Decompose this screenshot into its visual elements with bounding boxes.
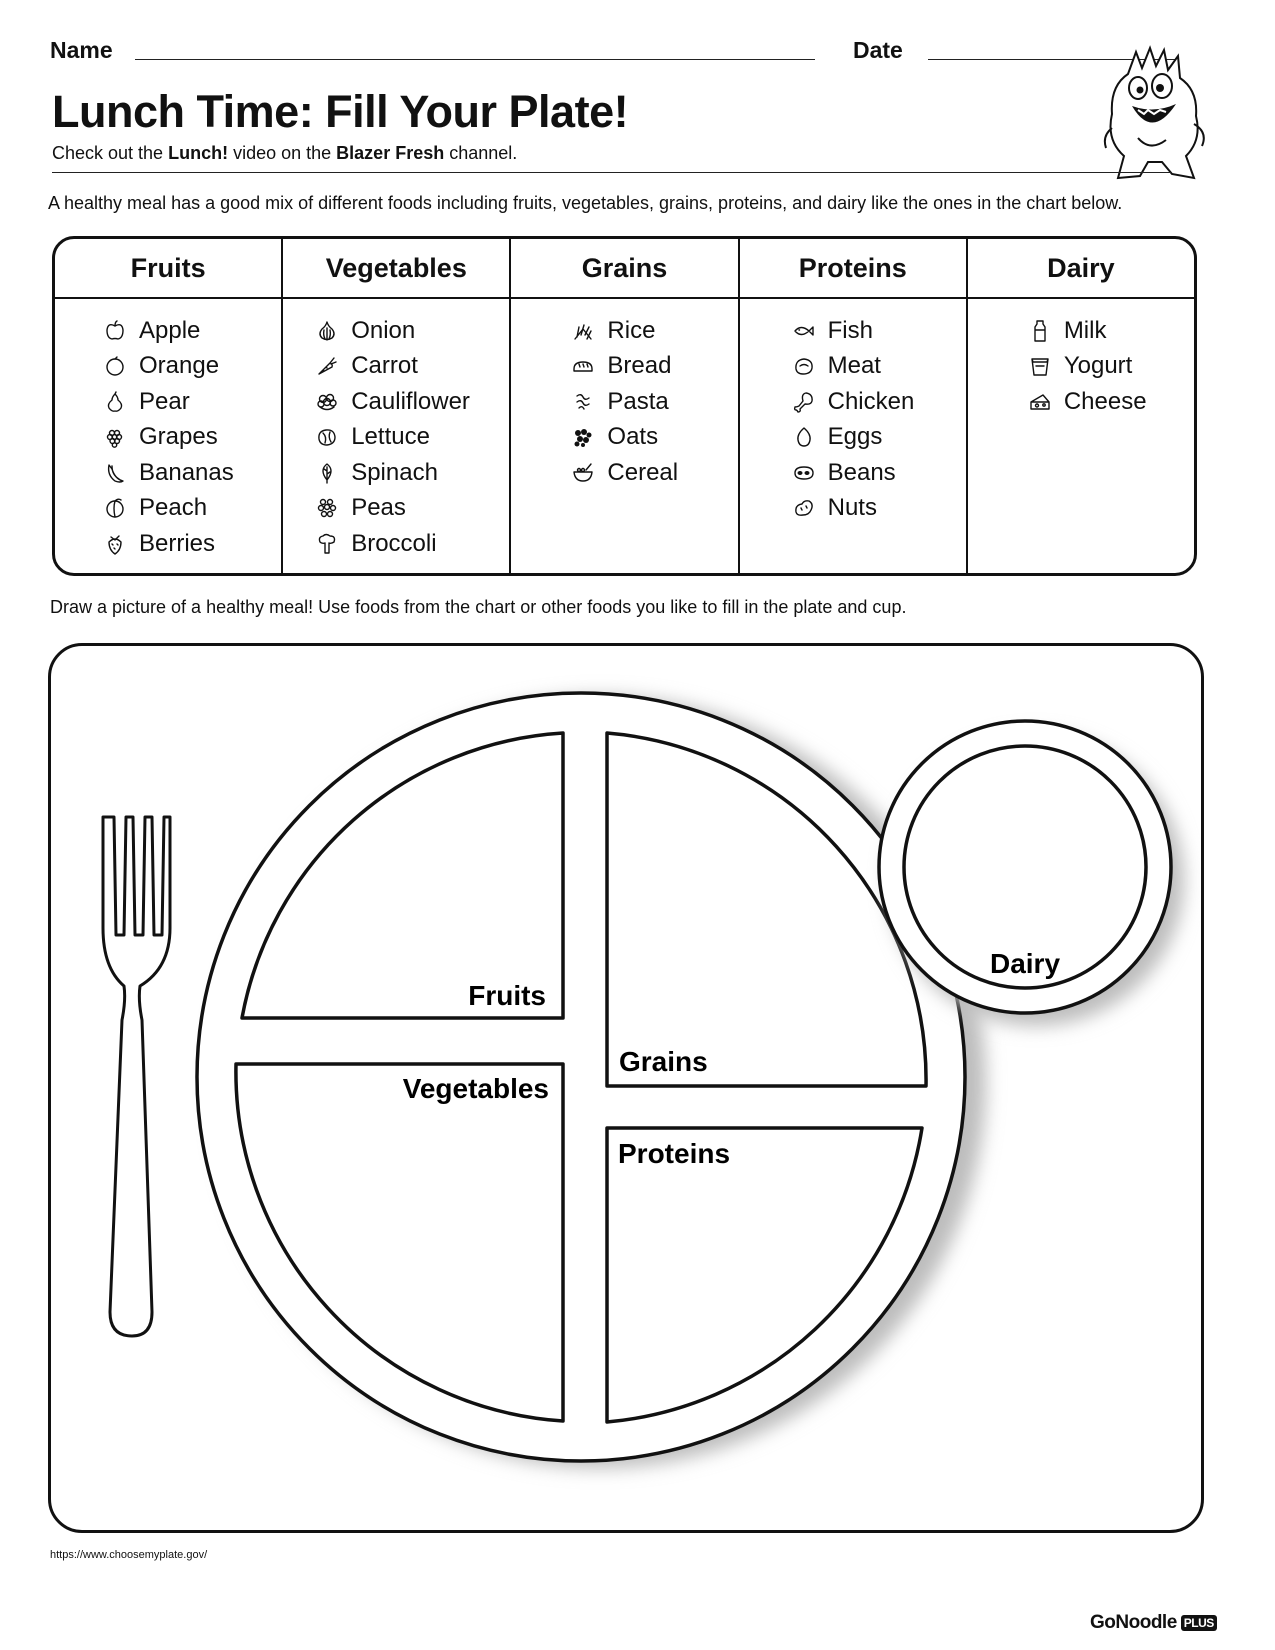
food-item-label: Cereal <box>607 458 679 486</box>
food-item-label: Orange <box>139 352 220 380</box>
plate-label-fruits: Fruits <box>468 980 546 1011</box>
food-item-label: Chicken <box>827 387 915 415</box>
column-heading: Proteins <box>740 239 966 299</box>
food-item-label: Berries <box>139 529 216 557</box>
plate-section-grains[interactable] <box>607 733 926 1086</box>
food-item-label: Eggs <box>827 423 883 451</box>
date-label: Date <box>853 37 903 63</box>
food-item-label: Peas <box>351 494 406 522</box>
name-label: Name <box>50 37 113 63</box>
intro-text: A healthy meal has a good mix of different foods including fruits, vegetables, grains, proteins, and dairy like the ones in the chart below. <box>48 193 1123 213</box>
source-url: https://www.choosemyplate.gov/ <box>50 1549 208 1561</box>
column-heading: Grains <box>511 239 737 299</box>
plate-section-vegetables[interactable] <box>236 1064 563 1421</box>
food-item-label: Lettuce <box>351 423 430 451</box>
food-item-label: Grapes <box>139 423 218 451</box>
food-item-label: Meat <box>827 352 881 380</box>
food-item-label: Pear <box>139 387 190 415</box>
food-item-label: Carrot <box>351 352 418 380</box>
food-item-label: Yogurt <box>1063 352 1133 380</box>
cup-label-dairy: Dairy <box>989 948 1061 979</box>
plate-label-grains: Grains <box>619 1046 708 1077</box>
food-item-label: Bread <box>607 352 672 380</box>
food-item-label: Pasta <box>607 387 669 415</box>
food-item-label: Apple <box>139 316 201 344</box>
food-item-label: Rice <box>607 316 656 344</box>
column-heading: Dairy <box>968 239 1194 299</box>
food-item-label: Cauliflower <box>351 387 470 415</box>
food-item-label: Milk <box>1063 316 1107 344</box>
channel-name: Blazer Fresh <box>336 143 445 163</box>
brand-logo: GoNoodle PLUS <box>1090 1612 1217 1634</box>
food-item-label: Broccoli <box>351 529 437 557</box>
plate-label-vegetables: Vegetables <box>402 1073 549 1104</box>
food-item-label: Cheese <box>1063 387 1147 415</box>
food-item-label: Peach <box>139 494 208 522</box>
subtitle: Check out the Lunch! video on the Blazer Fresh channel. <box>52 143 518 163</box>
food-item-label: Nuts <box>827 494 877 522</box>
food-item-label: Beans <box>827 458 896 486</box>
fork-icon <box>103 817 170 1336</box>
food-item-label: Spinach <box>351 458 438 486</box>
food-item-label: Fish <box>827 316 873 344</box>
plate-label-proteins: Proteins <box>618 1138 731 1169</box>
column-heading: Fruits <box>55 239 281 299</box>
video-name: Lunch! <box>168 143 229 163</box>
column-heading: Vegetables <box>283 239 509 299</box>
food-item-label: Onion <box>351 316 416 344</box>
food-item-label: Oats <box>607 423 659 451</box>
food-item-label: Bananas <box>139 458 234 486</box>
page-title: Lunch Time: Fill Your Plate! <box>52 86 629 137</box>
drawing-instructions: Draw a picture of a healthy meal! Use foods from the chart or other foods you like to fill in the plate and cup. <box>50 597 907 617</box>
